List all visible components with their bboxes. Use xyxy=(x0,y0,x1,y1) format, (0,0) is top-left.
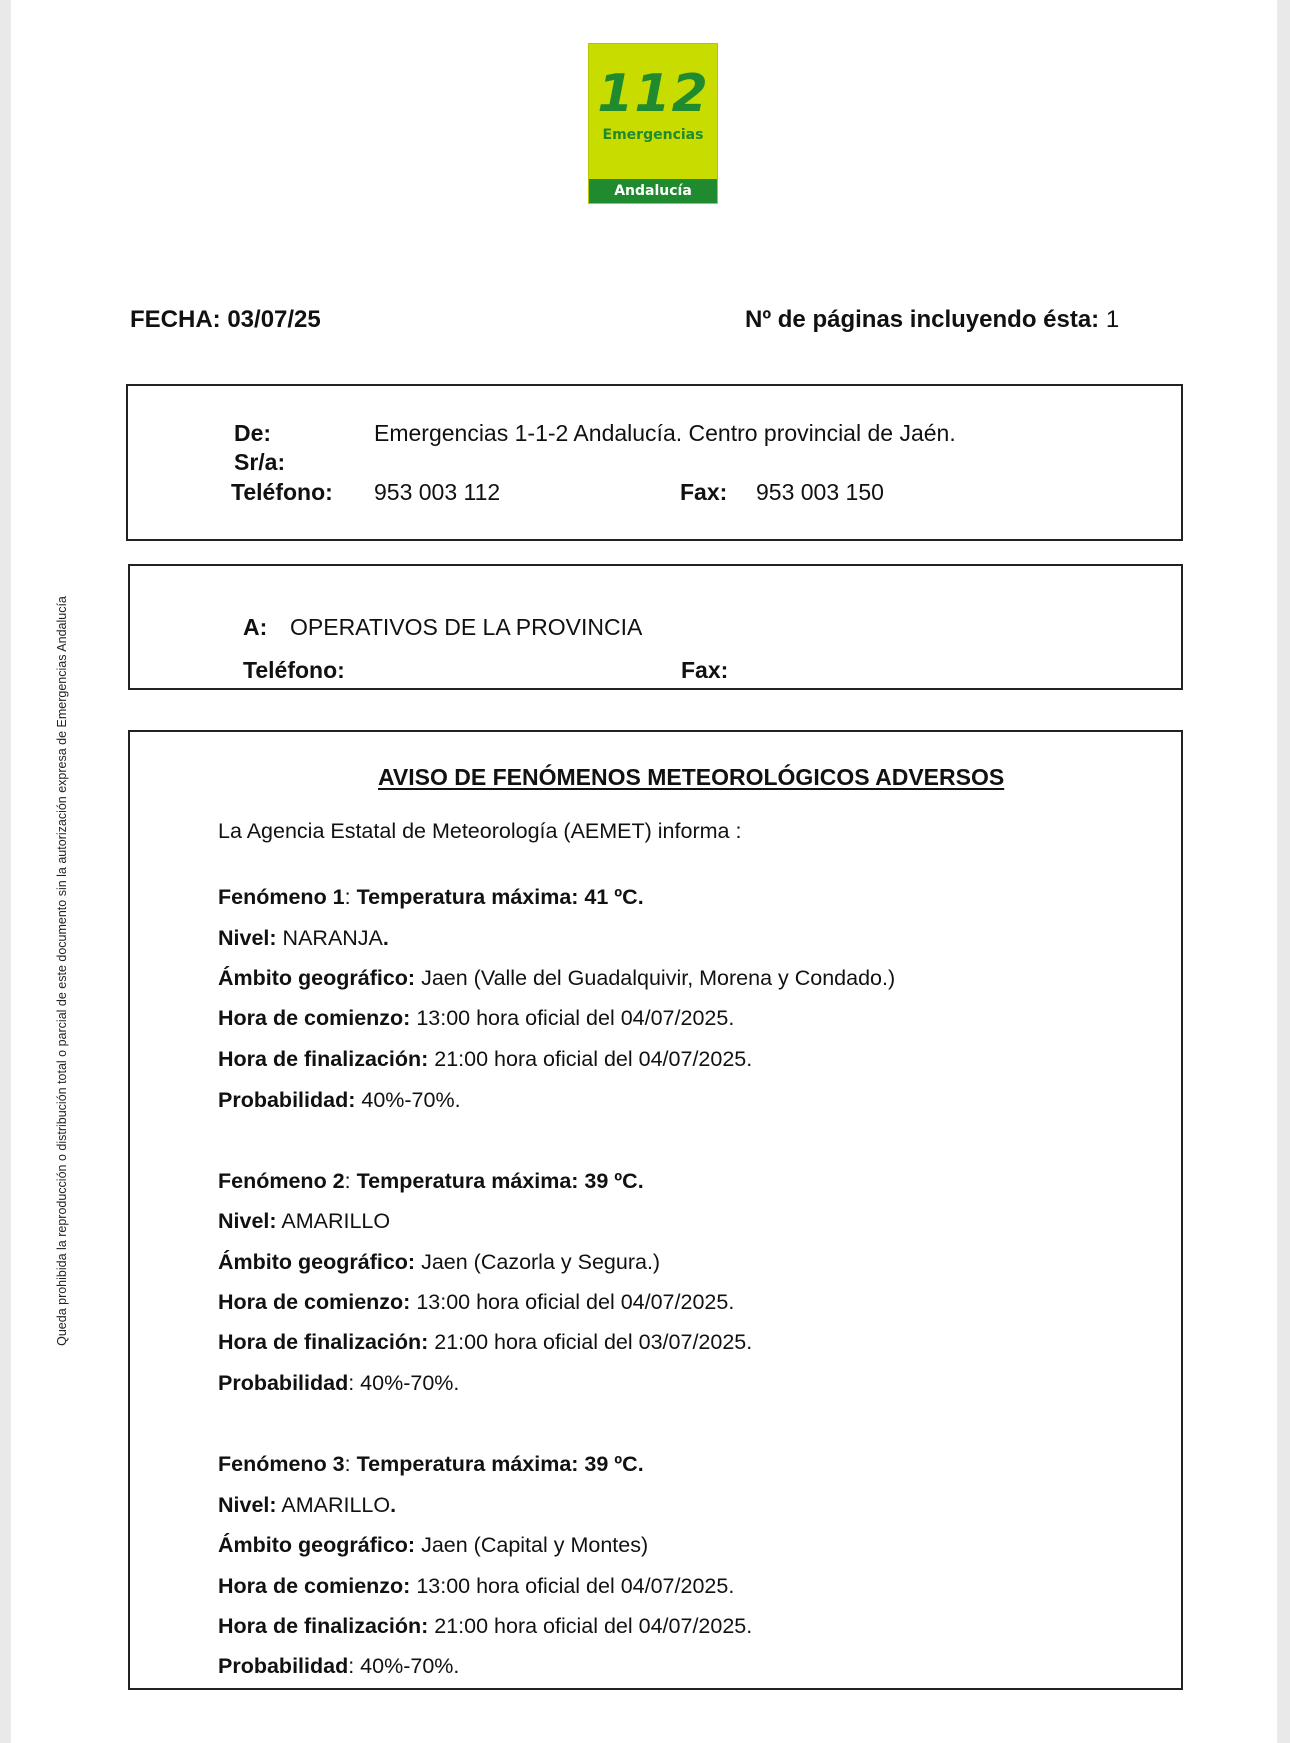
sender-phone-value: 953 003 112 xyxy=(374,479,501,505)
sender-fax-label: Fax: xyxy=(680,479,728,505)
finalizacion-line: Hora de finalización: 21:00 hora oficial del 04/07/2025. xyxy=(218,1047,753,1071)
nivel-line: Nivel: AMARILLO. xyxy=(218,1493,397,1517)
recipient-box xyxy=(128,564,1183,690)
sra-label: Sr/a: xyxy=(234,449,286,475)
pages-value: 1 xyxy=(1105,306,1120,333)
ambito-line: Ámbito geográfico: Jaen (Capital y Montes) xyxy=(218,1533,649,1557)
finalizacion-line: Hora de finalización: 21:00 hora oficial del 04/07/2025. xyxy=(218,1614,753,1638)
logo-region: Andalucía xyxy=(589,179,717,203)
nivel-value: NARANJA xyxy=(282,926,383,950)
emergencias-112-logo xyxy=(588,43,718,204)
legal-side-note: Queda prohibida la reproducción o distribución total o parcial de este documento sin la autorización expresa de Emergencias Andalucía xyxy=(55,596,69,1346)
phenomenon-heading: Fenómeno 3: Temperatura máxima: 39 ºC. xyxy=(218,1452,644,1476)
nivel-value: AMARILLO xyxy=(281,1493,391,1517)
probabilidad-line: Probabilidad: 40%-70%. xyxy=(218,1371,460,1395)
notice-intro: La Agencia Estatal de Meteorología (AEMET) informa : xyxy=(218,819,742,843)
sender-fax-value: 953 003 150 xyxy=(756,479,884,505)
recipient-fax-label: Fax: xyxy=(681,657,729,683)
finalizacion-line: Hora de finalización: 21:00 hora oficial del 03/07/2025. xyxy=(218,1330,753,1354)
sender-box xyxy=(126,384,1183,541)
phenomenon-heading: Fenómeno 1: Temperatura máxima: 41 ºC. xyxy=(218,885,644,909)
nivel-line: Nivel: AMARILLO xyxy=(218,1209,391,1233)
probabilidad-line: Probabilidad: 40%-70%. xyxy=(218,1088,461,1112)
sender-phone-label: Teléfono: xyxy=(231,479,333,505)
probabilidad-line: Probabilidad: 40%-70%. xyxy=(218,1654,460,1678)
recipient-phone-label: Teléfono: xyxy=(243,657,345,683)
nivel-value: AMARILLO xyxy=(281,1209,391,1233)
comienzo-line: Hora de comienzo: 13:00 hora oficial del 04/07/2025. xyxy=(218,1574,735,1598)
ambito-line: Ámbito geográfico: Jaen (Cazorla y Segura.) xyxy=(218,1250,661,1274)
comienzo-line: Hora de comienzo: 13:00 hora oficial del 04/07/2025. xyxy=(218,1290,735,1314)
notice-title: AVISO DE FENÓMENOS METEOROLÓGICOS ADVERSOS xyxy=(378,764,1005,790)
phenomenon-heading: Fenómeno 2: Temperatura máxima: 39 ºC. xyxy=(218,1169,644,1193)
a-label: A: xyxy=(243,614,268,640)
pages-count xyxy=(745,306,1119,334)
pages-label: Nº de páginas incluyendo ésta: xyxy=(745,306,1100,333)
nivel-line: Nivel: NARANJA. xyxy=(218,926,389,950)
de-label: De: xyxy=(234,420,272,446)
de-value: Emergencias 1-1-2 Andalucía. Centro provincial de Jaén. xyxy=(374,420,956,446)
document-page xyxy=(11,0,1277,1743)
logo-subtitle: Emergencias xyxy=(602,127,704,143)
comienzo-line: Hora de comienzo: 13:00 hora oficial del 04/07/2025. xyxy=(218,1006,735,1030)
notice-box xyxy=(128,730,1183,1690)
a-value: OPERATIVOS DE LA PROVINCIA xyxy=(290,614,643,640)
ambito-line: Ámbito geográfico: Jaen (Valle del Guadalquivir, Morena y Condado.) xyxy=(218,966,896,990)
fecha-label: FECHA: 03/07/25 xyxy=(130,306,321,333)
logo-number: 112 xyxy=(597,64,709,124)
